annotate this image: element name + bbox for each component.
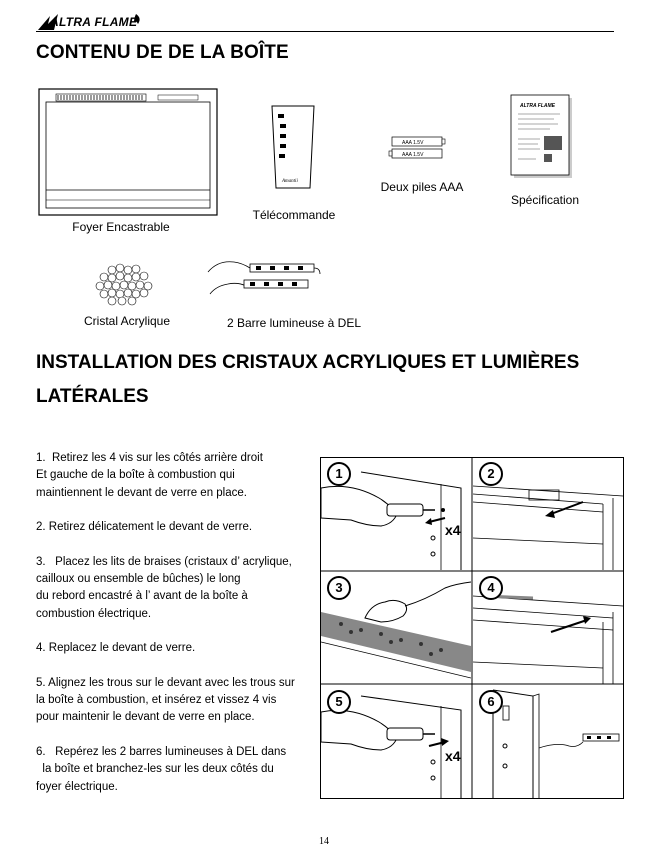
fireplace-illustration <box>38 88 218 216</box>
led-bars-illustration <box>206 254 324 298</box>
remote-illustration <box>268 104 318 190</box>
figure-3 <box>321 572 471 684</box>
figure-3-number: 3 <box>327 576 351 600</box>
figure-4-number: 4 <box>479 576 503 600</box>
spec-booklet-illustration <box>510 94 574 180</box>
step-2: 2. Retirez délicatement le devant de verre. <box>36 521 253 534</box>
figure-6-number: 6 <box>479 690 503 714</box>
section-title-installation: INSTALLATION DES CRISTAUX ACRYLIQUES ET LUMIÈRES LATÉRALES <box>36 352 580 407</box>
brand-logo <box>36 10 156 32</box>
figure-2-number: 2 <box>479 462 503 486</box>
figure-5-quantity: x4 <box>445 748 461 764</box>
step-6: 6. Repérez les 2 barres lumineuses à DEL dans la boîte et branchez-les sur les deux côtés du foyer électrique. <box>36 746 287 793</box>
caption-crystals: Cristal Acrylique <box>83 314 171 328</box>
installation-steps <box>36 450 326 813</box>
caption-remote: Télécommande <box>252 208 336 222</box>
figure-5-number: 5 <box>327 690 351 714</box>
battery-label-2: AAA 1.5V <box>402 152 424 158</box>
brand-name: ALTRA FLAME <box>50 15 138 29</box>
crystals-illustration <box>92 262 156 306</box>
section-title-contents: CONTENU DE DE LA BOÎTE <box>36 42 289 63</box>
spec-brand-label: ALTRA FLAME <box>520 103 555 109</box>
step-5: 5. Alignez les trous sur le devant avec les trous sur la boîte à combustion, et insérez et vissez 4 vis pour maintenir le devant de verre en place. <box>36 676 295 724</box>
figure-4 <box>473 572 623 684</box>
figure-2 <box>473 458 623 570</box>
caption-fireplace: Foyer Encastrable <box>72 220 170 234</box>
caption-batteries: Deux piles AAA <box>380 180 464 194</box>
figure-5 <box>321 686 471 798</box>
figure-6 <box>473 686 623 798</box>
battery-label-1: AAA 1.5V <box>402 140 424 146</box>
step-4: 4. Replacez le devant de verre. <box>36 642 196 655</box>
remote-brand-label: Amantii <box>282 179 298 184</box>
step-1: 1. Retirez les 4 vis sur les côtés arrière droit Et gauche de la boîte à combustion qui maintiennent le devant de verre en place. <box>36 452 263 499</box>
figure-1 <box>321 458 471 570</box>
step-3: 3. Placez les lits de braises (cristaux d’ acrylique, cailloux ou ensemble de bûches) le long du rebord encastré à l’ avant de la boîte à combustion électrique. <box>36 555 292 620</box>
caption-spec: Spécification <box>510 193 580 207</box>
figure-1-quantity: x4 <box>445 522 461 538</box>
installation-figures <box>320 457 624 799</box>
caption-led: 2 Barre lumineuse à DEL <box>226 316 362 330</box>
header-rule <box>36 31 614 32</box>
figure-1-number: 1 <box>327 462 351 486</box>
page-number: 14 <box>319 836 329 847</box>
batteries-illustration <box>388 136 448 160</box>
